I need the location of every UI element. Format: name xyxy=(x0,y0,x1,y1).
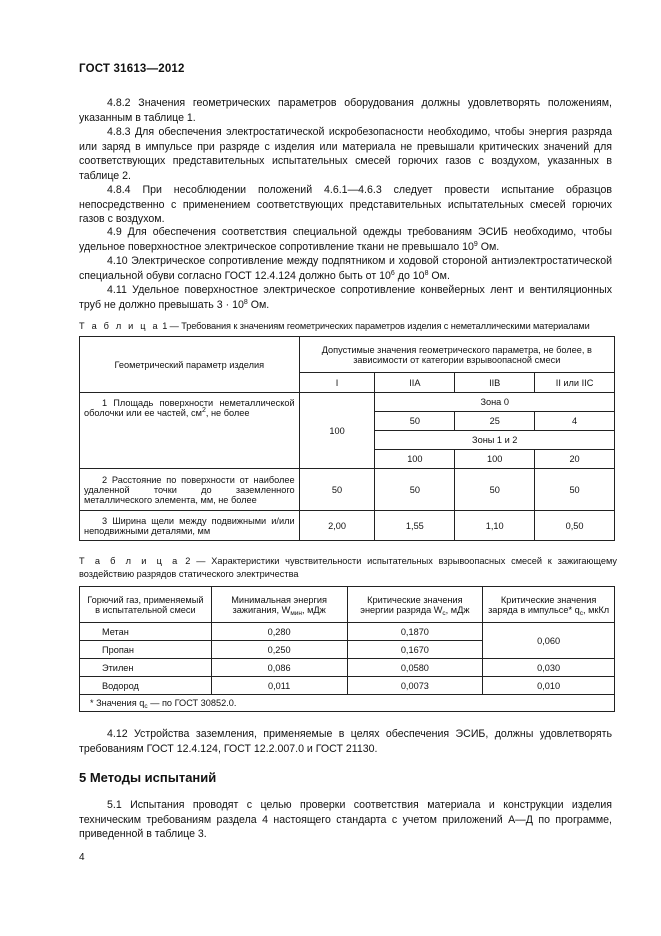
table2-wc-hydrogen: 0,0073 xyxy=(347,677,483,695)
table2-wmin-ethylene: 0,086 xyxy=(211,659,347,677)
table2-wmin-methane: 0,280 xyxy=(211,623,347,641)
table2-gas-propane: Пропан xyxy=(80,641,212,659)
table1-zone12-IIB: 100 xyxy=(455,450,535,469)
table1-row2-cat-IIA: 50 xyxy=(375,469,455,511)
table1-row2-label: 2 Расстояние по поверхности от наиболее удаленной точки до заземленного металлического элемента, мм, не более xyxy=(80,469,300,511)
table-row xyxy=(80,659,615,677)
table1-row2-cat-IIC: 50 xyxy=(535,469,615,511)
table2-qc-ethylene: 0,030 xyxy=(483,659,615,677)
table2-header-wmin: Минимальная энергия зажигания, $W_{мин}$, мДж xyxy=(211,587,347,623)
table2-wc-methane: 0,1870 xyxy=(347,623,483,641)
table1-header-cat-IIA: IIA xyxy=(375,373,455,393)
table1-row1-cat-I: 100 xyxy=(299,393,375,469)
table1-row2-cat-I: 50 xyxy=(299,469,375,511)
table1-zone0-IIC: 4 xyxy=(535,412,615,431)
table1-zone12-IIA: 100 xyxy=(375,450,455,469)
table2-wmin-propane: 0,250 xyxy=(211,641,347,659)
paragraph-4-8-2: 4.8.2 Значения геометрических параметров оборудования должны удовлетворять положениям, указанным в таблице 1. xyxy=(79,97,612,124)
table-row xyxy=(80,677,615,695)
table1-header-param: Геометрический параметр изделия xyxy=(80,337,300,393)
table1-zone0: Зона 0 xyxy=(375,393,615,412)
table2-wc-ethylene: 0,0580 xyxy=(347,659,483,677)
table1-zone12-IIC: 20 xyxy=(535,450,615,469)
table1-row3-label: 3 Ширина щели между подвижными и/или неподвижными деталями, мм xyxy=(80,511,300,541)
table2-caption: Т а б л и ц а 2 — Характеристики чувствительности испытательных взрывоопасных смесей к зажигающему воздействию разрядов статического электричества xyxy=(79,556,617,579)
table2-header-qc: Критические значения заряда в импульсе* $q_c$, мкКл xyxy=(483,587,615,623)
table-row xyxy=(80,623,615,641)
paragraph-5-1: 5.1 Испытания проводят с целью проверки соответствия материала и конструкции изделия техническим требованиям раздела 4 настоящего стандарта с учетом приложений А—Д по программе, приведенной в таблице 3. xyxy=(79,799,612,841)
standard-header: ГОСТ 31613—2012 xyxy=(79,63,185,75)
table2-qc-hydrogen: 0,010 xyxy=(483,677,615,695)
table1-row2-cat-IIB: 50 xyxy=(455,469,535,511)
table2-wmin-hydrogen: 0,011 xyxy=(211,677,347,695)
table1-header-cat-IIC: II или IIC xyxy=(535,373,615,393)
table1-row1-label: 1 Площадь поверхности неметаллической оболочки или ее частей, $см^2$, не более xyxy=(80,393,300,469)
paragraph-4-8-4: 4.8.4 При несоблюдении положений 4.6.1—4.6.3 следует провести испытание образцов непосредственно с применением соответствующих представительных испытательных смесей горючих газов с воздухом. xyxy=(79,184,612,226)
table2-wc-propane: 0,1670 xyxy=(347,641,483,659)
table2-qc-methane-propane: 0,060 xyxy=(483,623,615,659)
table1-row3-cat-IIB: 1,10 xyxy=(455,511,535,541)
table1-zone0-IIA: 50 xyxy=(375,412,455,431)
paragraph-4-11: 4.11 Удельное поверхностное электрическое сопротивление конвейерных лент и вентиляционных труб не должно превышать $3 \cdot 10^8$ Ом. xyxy=(79,284,612,311)
table2-gas-hydrogen: Водород xyxy=(80,677,212,695)
paragraph-4-12: 4.12 Устройства заземления, применяемые в целях обеспечения ЭСИБ, должны удовлетворять требованиям ГОСТ 12.4.124, ГОСТ 12.2.007.0 и ГОСТ 21130. xyxy=(79,728,612,755)
paragraph-4-10: 4.10 Электрическое сопротивление между подпятником и ходовой стороной антиэлектростатической специальной обуви согласно ГОСТ 12.4.124 должно быть от $10^6$ до $10^8$ Ом. xyxy=(79,255,612,282)
table1-row3-cat-I: 2,00 xyxy=(299,511,375,541)
table2-footnote: * Значения $q_c$ — по ГОСТ 30852.0. xyxy=(80,695,615,712)
table1-caption: Т а б л и ц а 1 — Требования к значениям геометрических параметров изделия с неметаллическими материалами xyxy=(79,321,590,331)
page-number: 4 xyxy=(79,852,85,863)
table1-row3-cat-IIA: 1,55 xyxy=(375,511,455,541)
paragraph-4-9: 4.9 Для обеспечения соответствия специальной одежды требованиям ЭСИБ необходимо, чтобы удельное поверхностное электрическое сопротивление ткани не превышало $10^9$ Ом. xyxy=(79,226,612,253)
table2-header-gas: Горючий газ, применяемый в испытательной смеси xyxy=(80,587,212,623)
table-1 xyxy=(79,336,615,541)
table1-header-cat-I: I xyxy=(299,373,375,393)
table2-gas-methane: Метан xyxy=(80,623,212,641)
table1-header-cat-IIB: IIB xyxy=(455,373,535,393)
table2-gas-ethylene: Этилен xyxy=(80,659,212,677)
section-5-heading: 5 Методы испытаний xyxy=(79,770,217,785)
table1-zone12: Зоны 1 и 2 xyxy=(375,431,615,450)
paragraph-4-8-3: 4.8.3 Для обеспечения электростатической искробезопасности необходимо, чтобы энергия разряда или заряд в импульсе при разряде с изделия или материала не превышали критических значений для соответствующих представительных испытательных смесей горючих газов с воздухом, указанных в таблице 2. xyxy=(79,126,612,182)
table1-row3-cat-IIC: 0,50 xyxy=(535,511,615,541)
table1-header-group: Допустимые значения геометрического параметра, не более, в зависимости от категории взрывоопасной смеси xyxy=(299,337,614,373)
table1-zone0-IIB: 25 xyxy=(455,412,535,431)
table2-header-wc: Критические значения энергии разряда $W_c$, мДж xyxy=(347,587,483,623)
table-2 xyxy=(79,586,615,712)
